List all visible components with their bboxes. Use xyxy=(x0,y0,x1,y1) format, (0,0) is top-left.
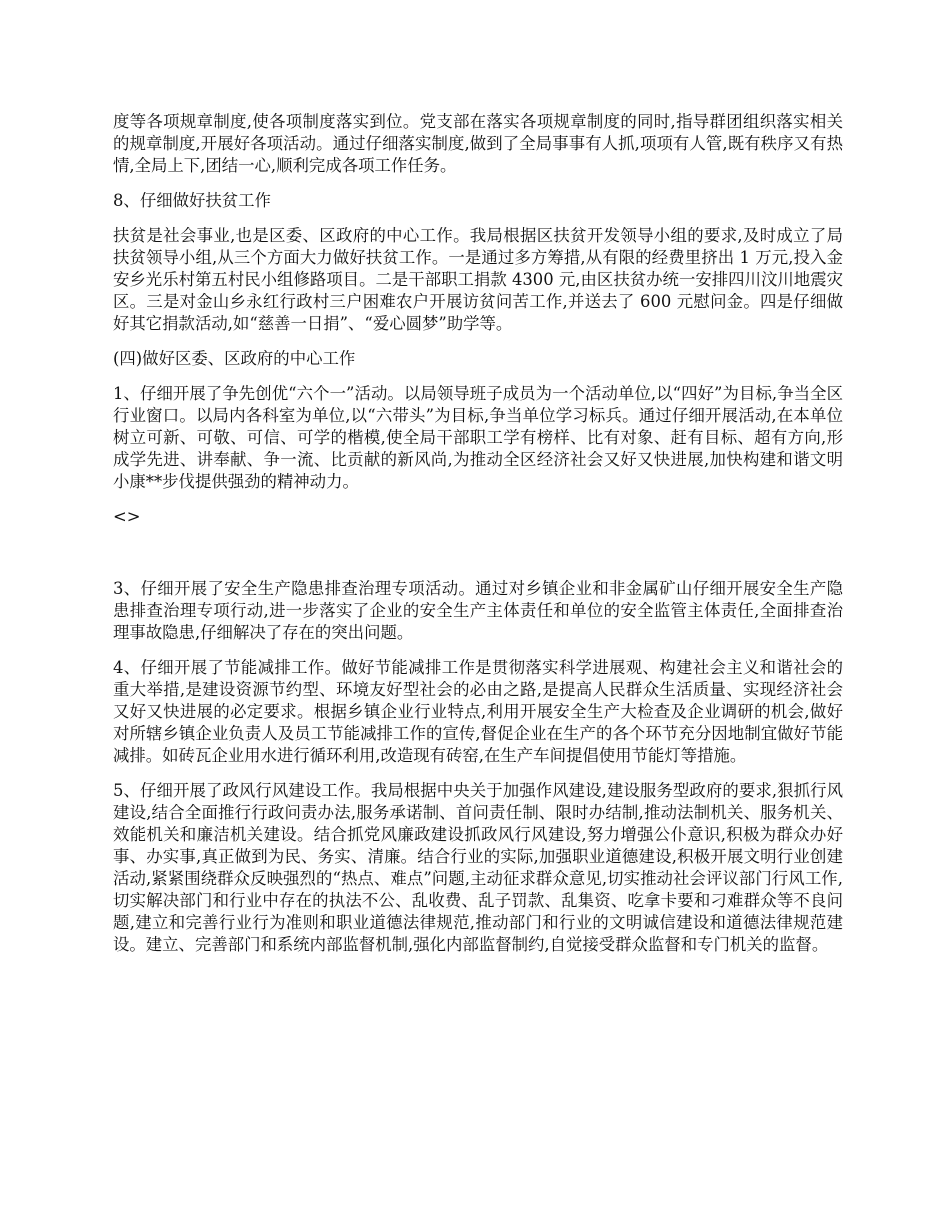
blank-gap xyxy=(113,541,843,578)
paragraph-poverty-alleviation: 扶贫是社会事业,也是区委、区政府的中心工作。我局根据区扶贫开发领导小组的要求,及时成立了局扶贫领导小组,从三个方面大力做好扶贫工作。一是通过多方筹措,从有限的经费里挤出 1 万元,投入金安乡光乐村第五村民小组修路项目。二是干部职工捐款 4300 元,由区扶贫办统一安排四川汶川地震灾区。三是对金山乡永红行政村三户困难农户开展访贫问苦工作,并送去了 600 元慰问金。四是仔细做好其它捐款活动,如“慈善一日捐”、“爱心圆梦”助学等。 xyxy=(113,226,843,333)
paragraph-rules-implementation: 度等各项规章制度,使各项制度落实到位。党支部在落实各项规章制度的同时,指导群团组织落实相关的规章制度,开展好各项活动。通过仔细落实制度,做到了全局事事有人抓,项项有人管,既有秩序又有热情,全局上下,团结一心,顺利完成各项工作任务。 xyxy=(113,112,843,175)
placeholder-marker: <> xyxy=(113,507,141,526)
paragraph-energy-saving: 4、仔细开展了节能减排工作。做好节能减排工作是贯彻落实科学进展观、构建社会主义和谐社会的重大举措,是建设资源节约型、环境友好型社会的必由之路,是提高人民群众生活质量、实现经济社会又好又快进展的必定要求。根据乡镇企业行业特点,利用开展安全生产大检查及企业调研的机会,做好对所辖乡镇企业负责人及员工节能减排工作的宣传,督促企业在生产的各个环节充分因地制宜做好节能减排。如砖瓦企业用水进行循环利用,改造现有砖窑,在生产车间提倡使用节能灯等措施。 xyxy=(113,658,843,765)
paragraph-six-ones-activity: 1、仔细开展了争先创优“六个一”活动。以局领导班子成员为一个活动单位,以“四好”为目标,争当全区行业窗口。以局内各科室为单位,以“六带头”为目标,争当单位学习标兵。通过仔细开展活动,在本单位树立可新、可敬、可信、可学的楷模,使全局干部职工学有榜样、比有对象、赶有目标、超有方向,形成学先进、讲奉献、争一流、比贡献的新风尚,为推动全区经济社会又好又快进展,加快构建和谐文明小康**步伐提供强劲的精神动力。 xyxy=(113,384,843,491)
paragraph-safety-inspection: 3、仔细开展了安全生产隐患排查治理专项活动。通过对乡镇企业和非金属矿山仔细开展安全生产隐患排查治理专项行动,进一步落实了企业的安全生产主体责任和单位的安全监管主体责任,全面排查治理事故隐患,仔细解决了存在的突出问题。 xyxy=(113,579,843,642)
heading-poverty-alleviation: 8、仔细做好扶贫工作 xyxy=(113,191,271,210)
heading-central-work: (四)做好区委、区政府的中心工作 xyxy=(113,349,356,368)
document-page xyxy=(113,111,843,969)
paragraph-conduct-building: 5、仔细开展了政风行风建设工作。我局根据中央关于加强作风建设,建设服务型政府的要求,狠抓行风建设,结合全面推行行政问责办法,服务承诺制、首问责任制、限时办结制,推动法制机关、服务机关、效能机关和廉洁机关建设。结合抓党风廉政建设抓政风行风建设,努力增强公仆意识,积极为群众办好事、办实事,真正做到为民、务实、清廉。结合行业的实际,加强职业道德建设,积极开展文明行业创建活动,紧紧围绕群众反映强烈的“热点、难点”问题,主动征求群众意见,切实推动社会评议部门行风工作,切实解决部门和行业中存在的执法不公、乱收费、乱子罚款、乱集资、吃拿卡要和刁难群众等不良问题,建立和完善行业行为准则和职业道德法律规范,推动部门和行业的文明诚信建设和道德法律规范建设。建立、完善部门和系统内部监督机制,强化内部监督制约,自觉接受群众监督和专门机关的监督。 xyxy=(113,781,843,954)
